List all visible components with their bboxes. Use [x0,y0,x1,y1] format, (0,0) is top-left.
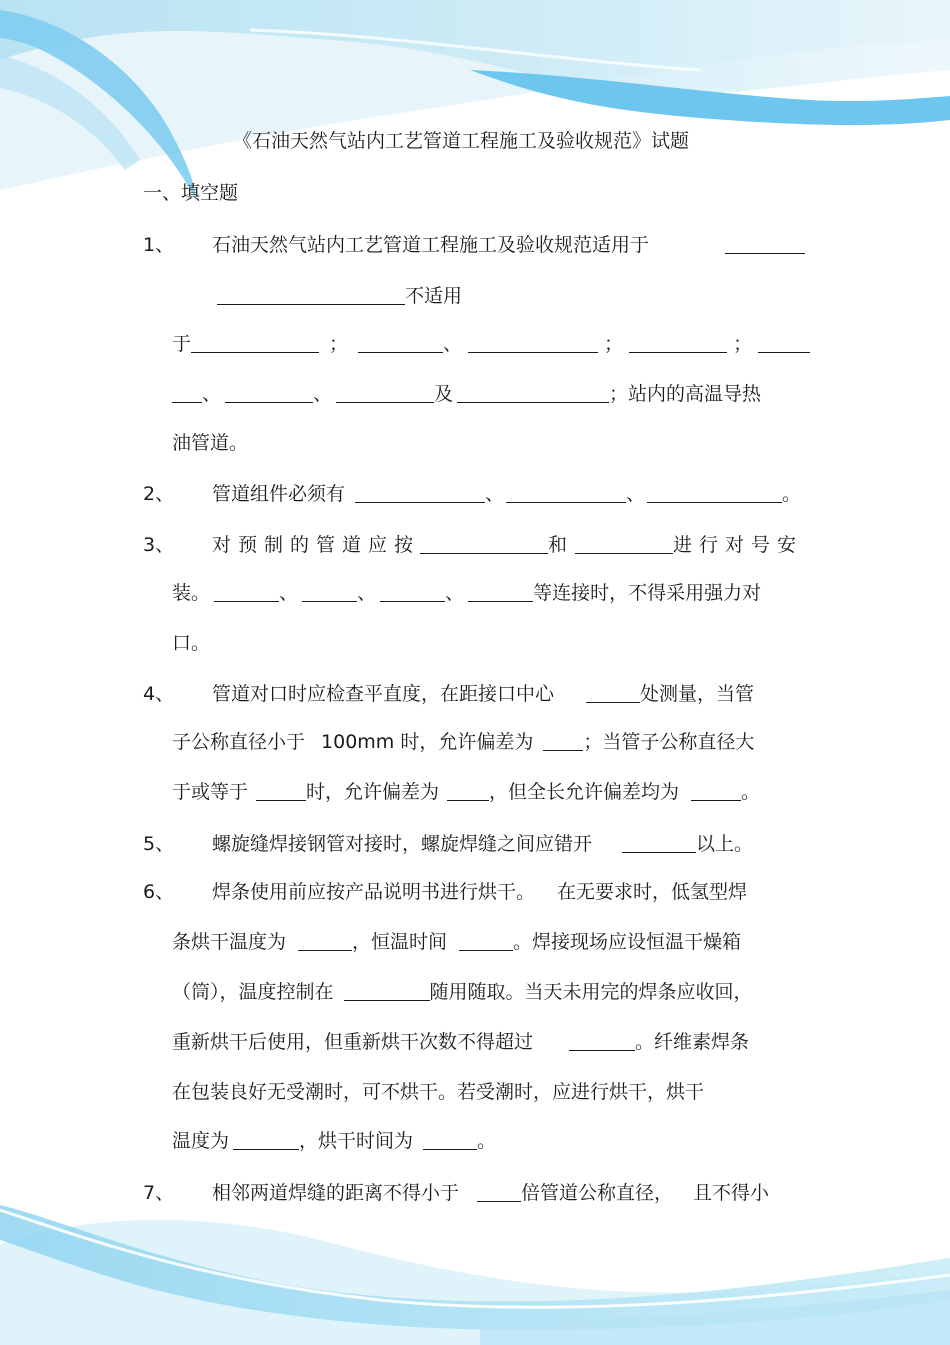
question-4-number: 4、 [143,683,175,705]
question-4-text: 管道对口时应检查平直度，在距接口中心 处测量，当管 [212,683,755,705]
question-1-number: 1、 [143,234,175,256]
question-6-line-4: 重新烘干后使用，但重新烘干次数不得超过 。纤维素焊条 [172,1031,750,1053]
question-1-line-3: 于 ； 、 ； ； [172,331,810,357]
answer-blank[interactable] [420,534,548,554]
question-3-line-2: 装。 、 、 、 等连接时，不得采用强力对 [172,582,762,604]
answer-blank[interactable] [336,383,434,403]
question-6-line-6: 温度为 ，烘干时间为 。 [172,1130,497,1152]
question-6-text: 焊条使用前应按产品说明书进行烘干。 在无要求时，低氢型焊 [212,881,748,903]
answer-blank[interactable] [586,683,640,703]
answer-blank[interactable] [447,781,489,801]
answer-blank[interactable] [725,234,805,254]
answer-blank[interactable] [214,582,279,602]
answer-blank[interactable] [423,1130,477,1150]
answer-blank[interactable] [647,483,782,503]
question-5-number: 5、 [143,833,175,855]
answer-blank[interactable] [457,383,609,403]
answer-blank[interactable] [233,1130,299,1150]
answer-blank[interactable] [543,731,583,751]
question-3-number: 3、 [143,534,175,556]
answer-blank[interactable] [302,582,357,602]
answer-blank[interactable] [217,285,405,305]
answer-blank[interactable] [629,333,727,353]
answer-blank[interactable] [256,781,306,801]
question-2-number: 2、 [143,483,175,505]
question-6-line-3: （筒），温度控制在 随用随取。当天未用完的焊条应收回， [172,981,753,1003]
answer-blank[interactable] [468,333,598,353]
answer-blank[interactable] [477,1182,521,1202]
answer-blank[interactable] [758,333,810,353]
answer-blank[interactable] [569,1031,635,1051]
question-1-line-4: 、 、 及 ；站内的高温导热 [172,381,761,407]
question-3-line-3: 口。 [172,632,211,654]
question-7-number: 7、 [143,1182,175,1204]
answer-blank[interactable] [172,383,202,403]
answer-blank[interactable] [622,833,696,853]
answer-blank[interactable] [506,483,626,503]
answer-blank[interactable] [225,383,313,403]
answer-blank[interactable] [358,333,443,353]
question-4-line-2: 子公称直径小于 100mm 时，允许偏差为 ；当管子公称直径大 [172,731,755,753]
answer-blank[interactable] [380,582,445,602]
answer-blank[interactable] [355,483,485,503]
question-1-line-5: 油管道。 [172,432,249,454]
answer-blank[interactable] [691,781,741,801]
answer-blank[interactable] [575,534,673,554]
question-7-text: 相邻两道焊缝的距离不得小于 倍管道公称直径， 且不得小 [212,1182,770,1204]
question-6-line-5: 在包装良好无受潮时，可不烘干。若受潮时，应进行烘干，烘干 [172,1081,705,1103]
question-1-line-2: 不适用 [217,283,462,309]
question-6-line-2: 条烘干温度为 ，恒温时间 。焊接现场应设恒温干燥箱 [172,931,742,953]
answer-blank[interactable] [459,931,513,951]
answer-blank[interactable] [298,931,352,951]
answer-blank[interactable] [468,582,533,602]
question-5-text: 螺旋缝焊接钢管对接时，螺旋焊缝之间应错开 以上。 [212,833,754,855]
answer-blank[interactable] [191,333,319,353]
question-3-text: 对预制的管道应按 和 进行对号安 [212,534,804,556]
question-2-text: 管道组件必须有 、 、 。 [212,483,802,505]
question-6-number: 6、 [143,881,175,903]
page-title: 《石油天然气站内工艺管道工程施工及验收规范》试题 [232,130,689,152]
answer-blank[interactable] [344,981,430,1001]
section-heading: 一、填空题 [143,182,239,204]
question-1-text: 石油天然气站内工艺管道工程施工及验收规范适用于 [212,234,650,256]
question-4-line-3: 于或等于 时，允许偏差为 ，但全长允许偏差均为 。 [172,781,761,803]
